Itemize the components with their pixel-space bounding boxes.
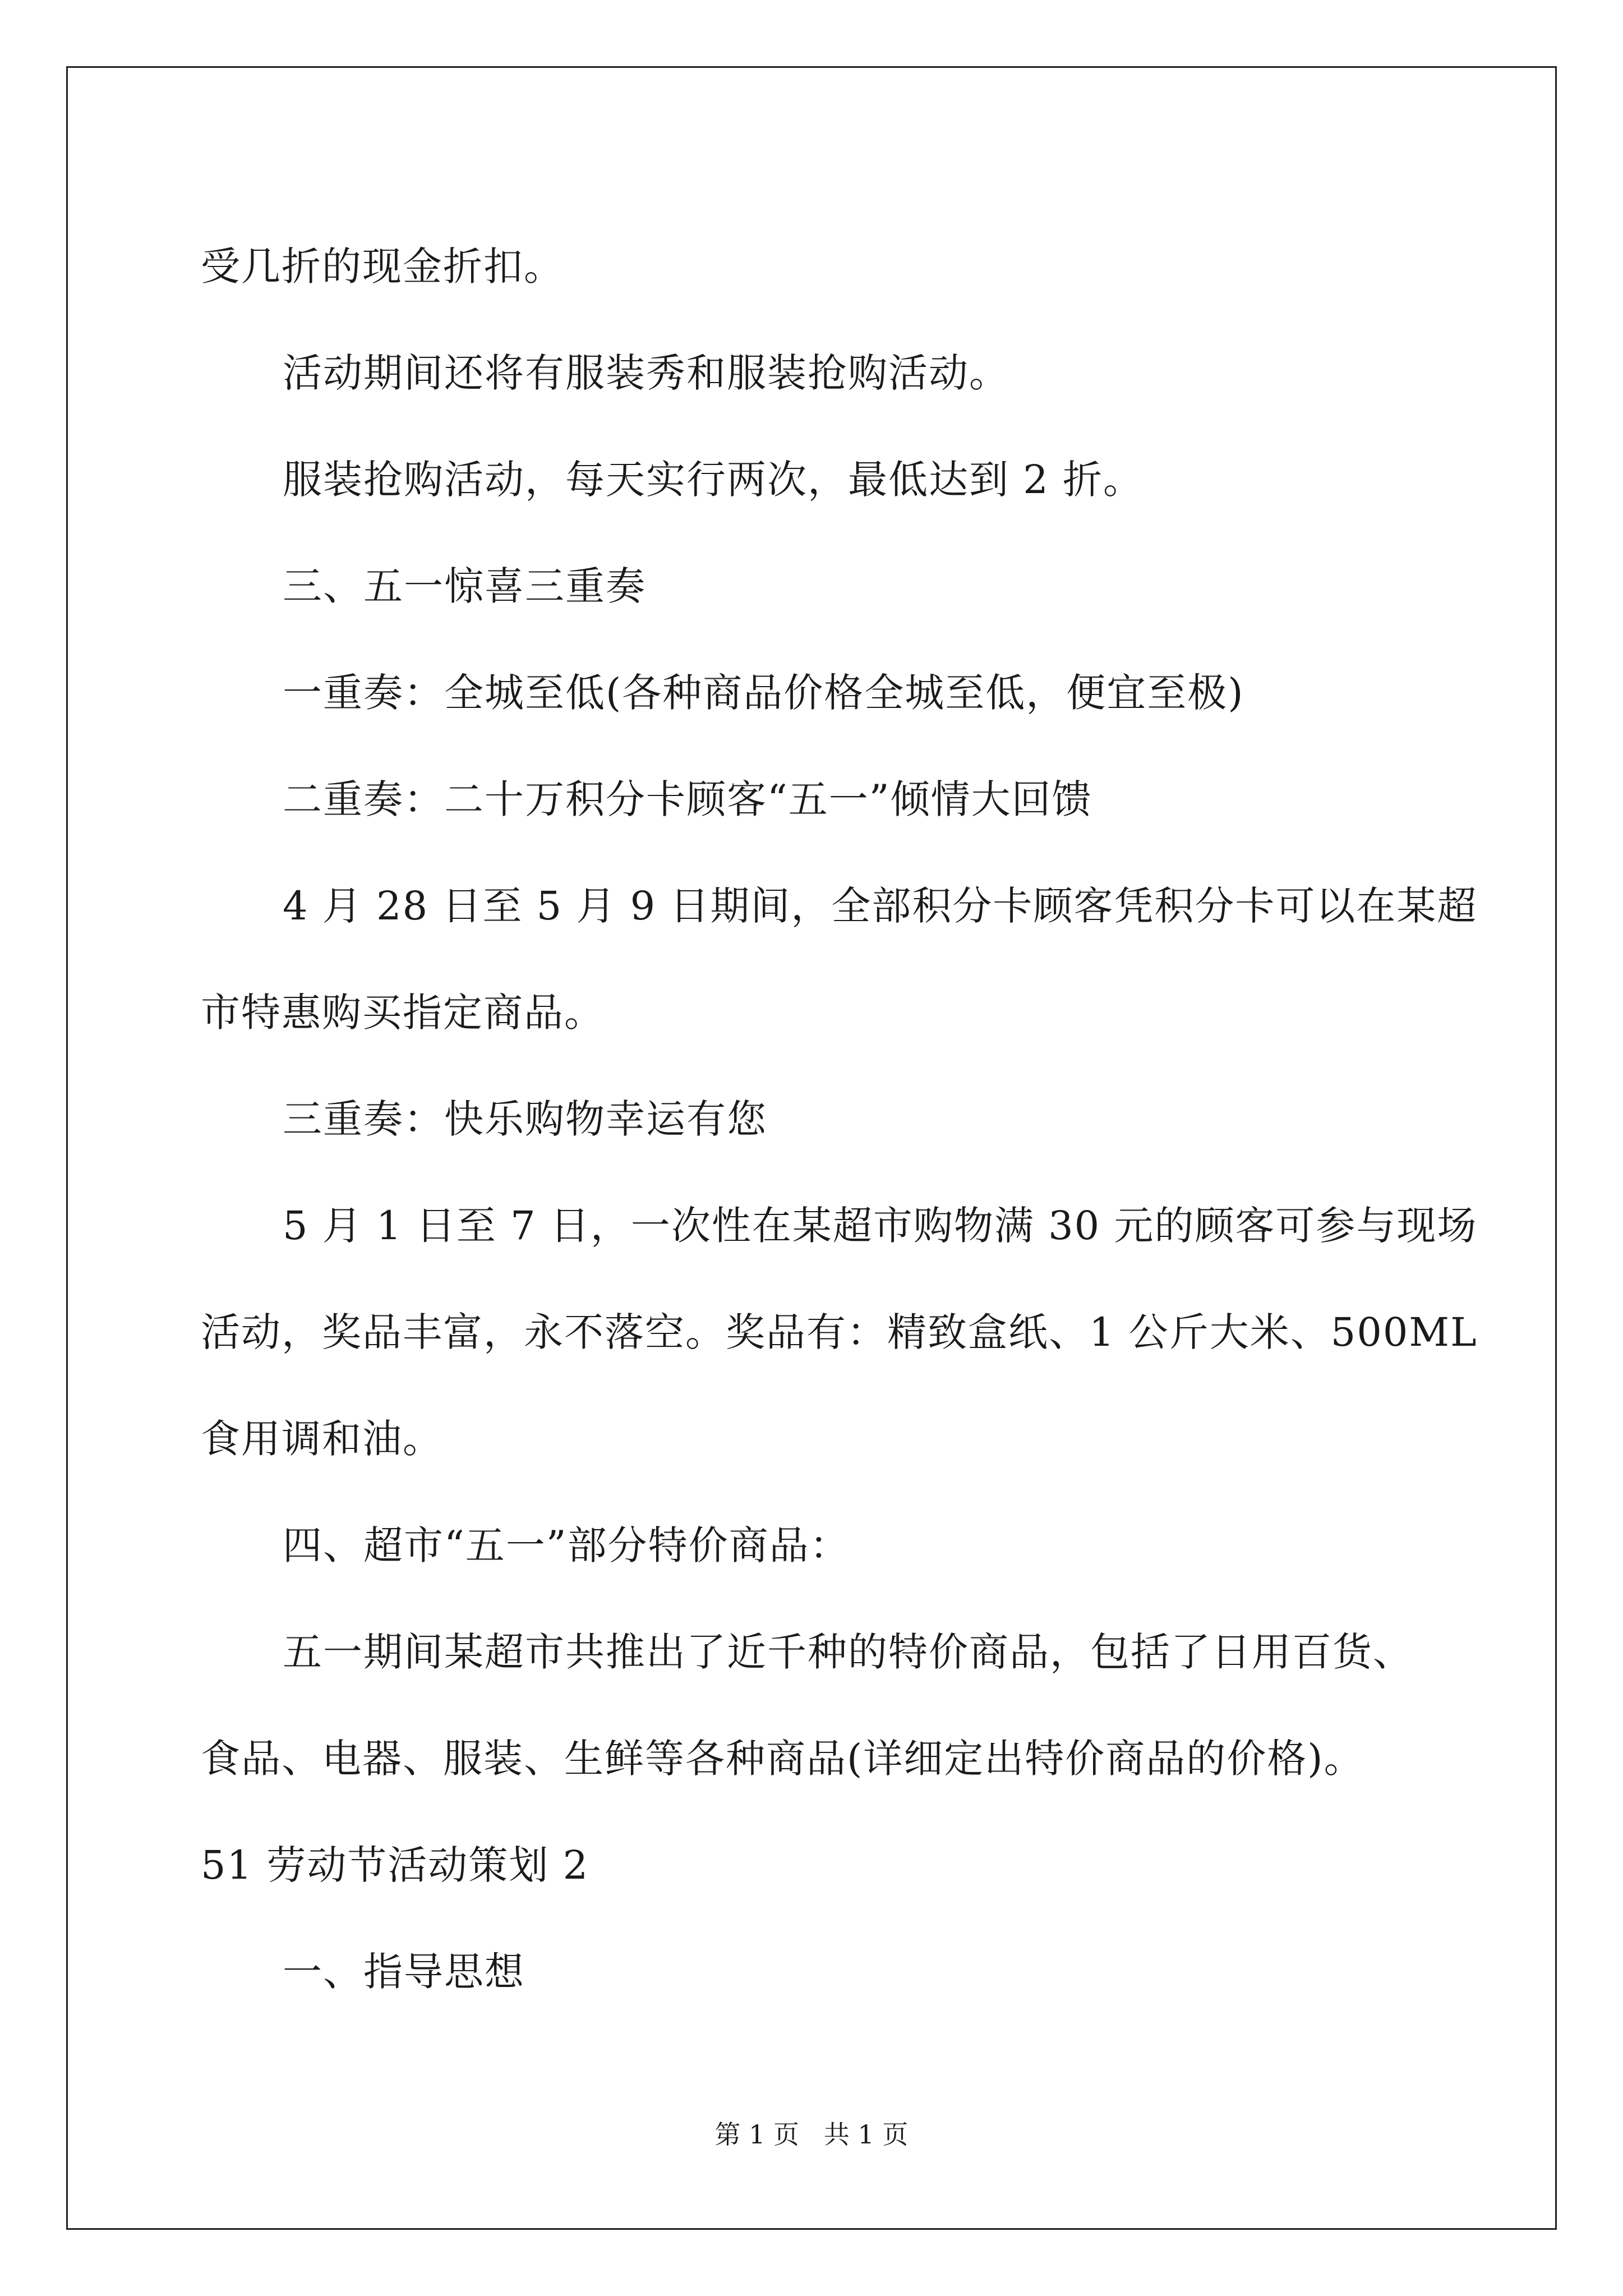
section-heading: 四、超市“五一”部分特价商品： bbox=[283, 1522, 850, 1568]
paragraph: 二重奏：二十万积分卡顾客“五一”倾情大回馈 bbox=[283, 776, 1092, 822]
paragraph: 一重奏：全城至低(各种商品价格全城至低，便宜至极) bbox=[283, 670, 1244, 716]
paragraph: 服装抢购活动，每天实行两次，最低达到 2 折。 bbox=[283, 457, 1144, 503]
paragraph: 食品、电器、服装、生鲜等各种商品(详细定出特价商品的价格)。 bbox=[201, 1736, 1364, 1782]
document-body bbox=[201, 213, 1478, 2025]
section-heading: 三、五一惊喜三重奏 bbox=[283, 563, 646, 609]
paragraph: 市特惠购买指定商品。 bbox=[201, 990, 605, 1036]
paragraph: 活动，奖品丰富，永不落空。奖品有：精致盒纸、1 公斤大米、500ML bbox=[201, 1309, 1478, 1355]
page-footer: 第 1 页 共 1 页 bbox=[714, 2119, 909, 2150]
paragraph: 5 月 1 日至 7 日，一次性在某超市购物满 30 元的顾客可参与现场 bbox=[283, 1203, 1478, 1249]
paragraph: 活动期间还将有服装秀和服装抢购活动。 bbox=[283, 350, 1009, 396]
paragraph: 4 月 28 日至 5 月 9 日期间，全部积分卡顾客凭积分卡可以在某超 bbox=[283, 883, 1478, 929]
paragraph: 三重奏：快乐购物幸运有您 bbox=[283, 1096, 767, 1142]
paragraph: 受几折的现金折扣。 bbox=[201, 243, 564, 289]
section-heading: 一、指导思想 bbox=[283, 1949, 525, 1995]
paragraph: 五一期间某超市共推出了近千种的特价商品，包括了日用百货、 bbox=[283, 1629, 1413, 1675]
paragraph: 食用调和油。 bbox=[201, 1416, 443, 1462]
document-title: 51 劳动节活动策划 2 bbox=[201, 1842, 589, 1888]
